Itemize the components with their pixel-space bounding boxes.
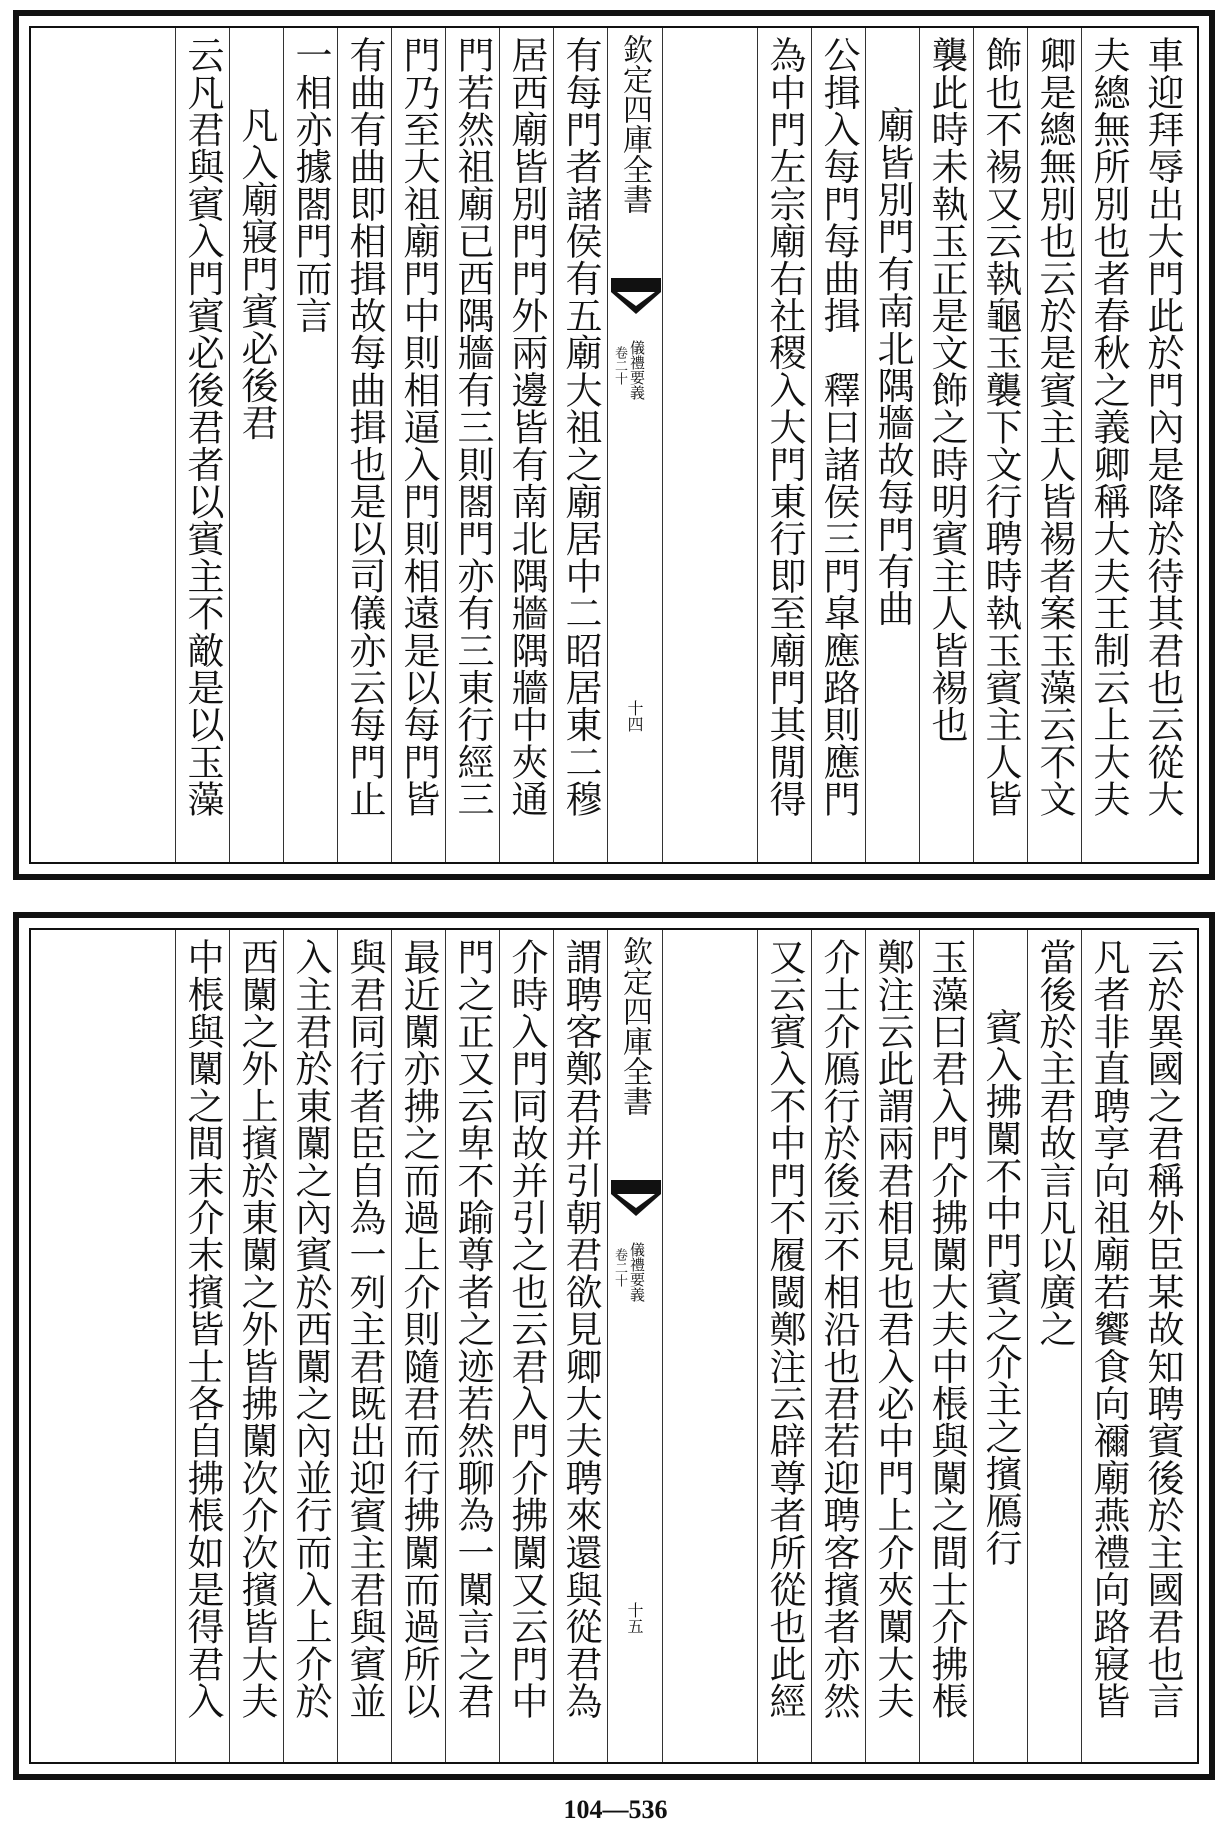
column-text: 門乃至大祖廟門中則相逼入門則相遠是以每門皆 — [397, 36, 440, 818]
text-column — [1135, 930, 1189, 1762]
column-text: 門之正又云卑不踰尊者之迹若然聊為一闑言之君 — [451, 938, 494, 1720]
text-column — [1081, 28, 1135, 862]
column-text: 居西廟皆別門門外兩邊皆有南北隅牆隅牆中夾通 — [505, 36, 548, 818]
text-column — [1135, 28, 1189, 862]
text-column — [757, 930, 811, 1762]
text-column — [973, 28, 1027, 862]
text-column — [229, 930, 283, 1762]
text-column — [1027, 930, 1081, 1762]
text-column — [811, 930, 865, 1762]
column-text: 謂聘客鄭君并引朝君欲見卿大夫聘來還與從君為 — [559, 938, 602, 1720]
top-page-frame — [29, 26, 1199, 864]
bottom-page — [13, 912, 1215, 1780]
column-text: 賓入拂闑不中門賓之介主之擯鴈行 — [979, 1008, 1022, 1566]
column-text: 介士介鴈行於後示不相沿也君若迎聘客擯者亦然 — [817, 938, 860, 1720]
text-column — [919, 930, 973, 1762]
text-column — [283, 28, 337, 862]
column-text: 西闑之外上擯於東闑之外皆拂闑次介次擯皆大夫 — [235, 938, 278, 1720]
column-text: 云凡君與賓入門賓必後君者以賓主不敵是以玉藻 — [181, 36, 224, 818]
column-text: 云於異國之君稱外臣某故知聘賓後於主國君也言 — [1141, 938, 1184, 1720]
center-margin — [607, 28, 663, 862]
text-column — [445, 930, 499, 1762]
text-column — [499, 28, 553, 862]
column-text: 介時入門同故并引之也云君入門介拂闑又云門中 — [505, 938, 548, 1720]
top-page — [13, 10, 1215, 880]
page-footer-label: 104—536 — [563, 1795, 668, 1824]
text-column — [553, 28, 607, 862]
fishtail-mark — [611, 1180, 661, 1220]
text-column — [919, 28, 973, 862]
text-column — [553, 930, 607, 1762]
column-text: 入主君於東闑之內賓於西闑之內並行而入上介於 — [289, 938, 332, 1720]
column-text: 一相亦據閤門而言 — [289, 36, 332, 334]
column-text: 卿是總無別也云於是賓主人皆裼者案玉藻云不文 — [1033, 36, 1076, 818]
column-text: 凡入廟寢門賓必後君 — [235, 106, 278, 441]
column-text: 公揖入每門每曲揖 釋曰諸侯三門皐應路則應門 — [817, 36, 860, 818]
column-text: 襲此時未執玉正是文飾之時明賓主人皆裼也 — [925, 36, 968, 743]
collection-title: 欽定四庫全書 — [617, 936, 652, 1116]
text-column — [1027, 28, 1081, 862]
volume-label: 卷二十 — [612, 346, 627, 385]
column-text: 門若然祖廟已西隅牆有三則閤門亦有三東行經三 — [451, 36, 494, 818]
column-text: 凡者非直聘享向祖廟若饗食向禰廟燕禮向路寢皆 — [1087, 938, 1130, 1720]
volume-label: 卷二十 — [612, 1248, 627, 1287]
column-text: 飾也不裼又云執龜玉襲下文行聘時執玉賓主人皆 — [979, 36, 1022, 818]
text-column — [391, 28, 445, 862]
text-column-heading — [229, 28, 283, 862]
text-column — [865, 930, 919, 1762]
column-text: 廟皆別門有南北隅牆故每門有曲 — [871, 106, 914, 627]
text-column — [175, 930, 229, 1762]
fishtail-mark — [611, 278, 661, 318]
text-column — [283, 930, 337, 1762]
text-column — [757, 28, 811, 862]
text-column-heading — [865, 28, 919, 862]
text-column — [445, 28, 499, 862]
collection-title: 欽定四庫全書 — [617, 34, 652, 214]
center-margin — [607, 930, 663, 1762]
book-title: 儀禮要義 — [628, 340, 646, 400]
column-text: 有曲有曲即相揖故每曲揖也是以司儀亦云每門止 — [343, 36, 386, 818]
column-text: 與君同行者臣自為一列主君既出迎賓主君與賓並 — [343, 938, 386, 1720]
column-text: 玉藻曰君入門介拂闑大夫中棖與闑之間士介拂棖 — [925, 938, 968, 1720]
text-column — [337, 930, 391, 1762]
book-title: 儀禮要義 — [628, 1242, 646, 1302]
column-text: 鄭注云此謂兩君相見也君入必中門上介夾闑大夫 — [871, 938, 914, 1720]
column-text: 中棖與闑之間末介末擯皆士各自拂棖如是得君入 — [181, 938, 224, 1720]
column-text: 當後於主君故言凡以廣之 — [1033, 938, 1076, 1348]
column-text: 最近闑亦拂之而過上介則隨君而行拂闑而過所以 — [397, 938, 440, 1720]
text-column — [337, 28, 391, 862]
page-number: 十五 — [625, 1602, 644, 1634]
text-column — [499, 930, 553, 1762]
text-column-heading — [973, 930, 1027, 1762]
bottom-page-frame — [29, 928, 1199, 1764]
text-column — [391, 930, 445, 1762]
text-column — [175, 28, 229, 862]
page-number: 十四 — [625, 700, 644, 732]
column-text: 車迎拜辱出大門此於門內是降於待其君也云從大 — [1141, 36, 1184, 818]
column-text: 夫總無所別也者春秋之義卿稱大夫王制云上大夫 — [1087, 36, 1130, 818]
column-text: 又云賓入不中門不履閾鄭注云辟尊者所從也此經 — [763, 938, 806, 1720]
column-text: 為中門左宗廟右社稷入大門東行即至廟門其閒得 — [763, 36, 806, 818]
column-text: 有每門者諸侯有五廟大祖之廟居中二昭居東二穆 — [559, 36, 602, 818]
text-column — [1081, 930, 1135, 1762]
text-column — [811, 28, 865, 862]
